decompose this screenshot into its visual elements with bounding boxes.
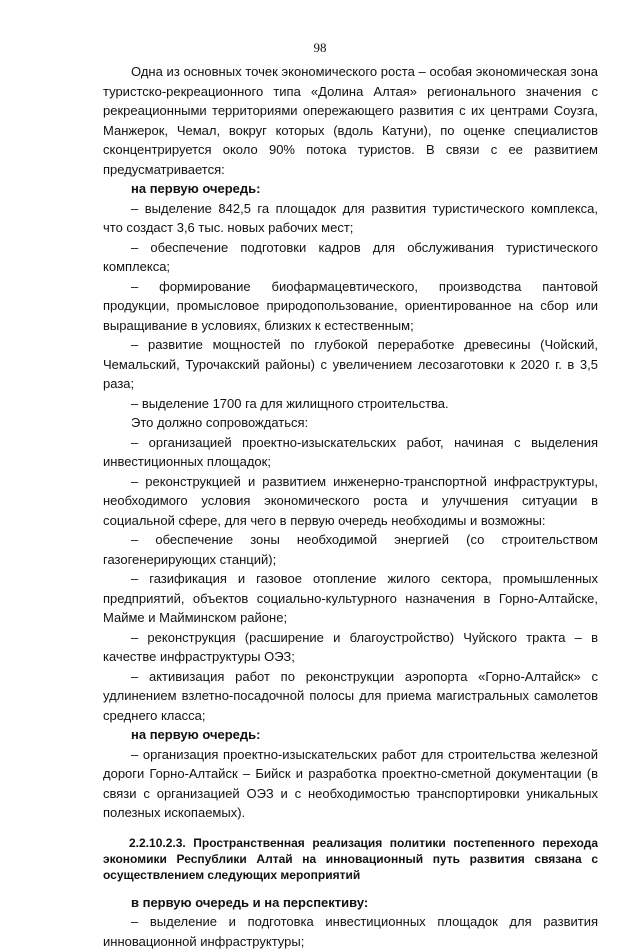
page-number: 98 [313,40,327,55]
list-item: – активизация работ по реконструкции аэропорта «Горно-Алтайск» с удлинением взлетно-посадочной полосы для приема магистральных самолетов среднего класса; [103,668,598,723]
list-item: – обеспечение зоны необходимой энергией (со строительством газогенерирующих станций); [103,532,598,567]
list-item: – выделение и подготовка инвестиционных площадок для развития инновационной инфраструктуры; [103,914,598,949]
section-heading: 2.2.10.2.3. Пространственная реализация политики постепенного перехода экономики Республики Алтай на инновационный путь развития связана с осуществлением следующих мероприятий [103,835,598,882]
second-first-stage-heading: на первую очередь: [131,727,261,742]
first-stage-heading: на первую очередь: [131,181,261,196]
body-text [103,62,598,951]
list-item: – выделение 1700 га для жилищного строительства. [131,395,449,411]
list-item: – газификация и газовое отопление жилого сектора, промышленных предприятий, объектов социально-культурного назначения в Горно-Алтайске, Майме и Майминском районе; [103,571,598,625]
list-item: – организацией проектно-изыскательских работ, начиная с выделения инвестиционных площадок; [103,434,598,469]
perspective-heading: в первую очередь и на перспективу: [131,894,369,910]
intro-paragraph: Одна из основных точек экономического роста – особая экономическая зона туристско-рекреационного типа «Долина Алтая» регионального значения с рекреационными территориями опережающего развития с их центрами Соузга, Манжерок, Чемал, вокруг которых (вдоль Катуни), по оценке специалистов сконцентрируется около 90% потока туристов. В связи с ее развитием предусматривается: [103,64,598,177]
list-item: – выделение 842,5 га площадок для развития туристического комплекса, что создаст 3,6 тыс. новых рабочих мест; [103,200,598,235]
list-item: – реконструкция (расширение и благоустройство) Чуйского тракта – в качестве инфраструктуры ОЭЗ; [103,629,598,664]
list-item: – реконструкцией и развитием инженерно-транспортной инфраструктуры, необходимого условия экономического роста и улучшения ситуации в социальной сфере, для чего в первую очередь необходимы и возможны: [103,473,598,528]
list-item: – развитие мощностей по глубокой переработке древесины (Чойский, Чемальский, Турочакский районы) с увеличением лесозаготовки к 2020 г. в 3,5 раза; [103,337,598,391]
list-item: – организация проектно-изыскательских работ для строительства железной дороги Горно-Алтайск – Бийск и разработка проектно-сметной документации (в связи с организацией ОЭЗ и с необходимостью транспортировки уникальных полезных ископаемых). [103,746,598,820]
accompaniment-intro: Это должно сопровождаться: [131,415,309,430]
list-item: – обеспечение подготовки кадров для обслуживания туристического комплекса; [103,239,598,274]
list-item: – формирование биофармацевтического, производства пантовой продукции, промысловое природопользование, ориентированное на сбор или выращивание в условиях, близких к естественным; [103,278,598,333]
